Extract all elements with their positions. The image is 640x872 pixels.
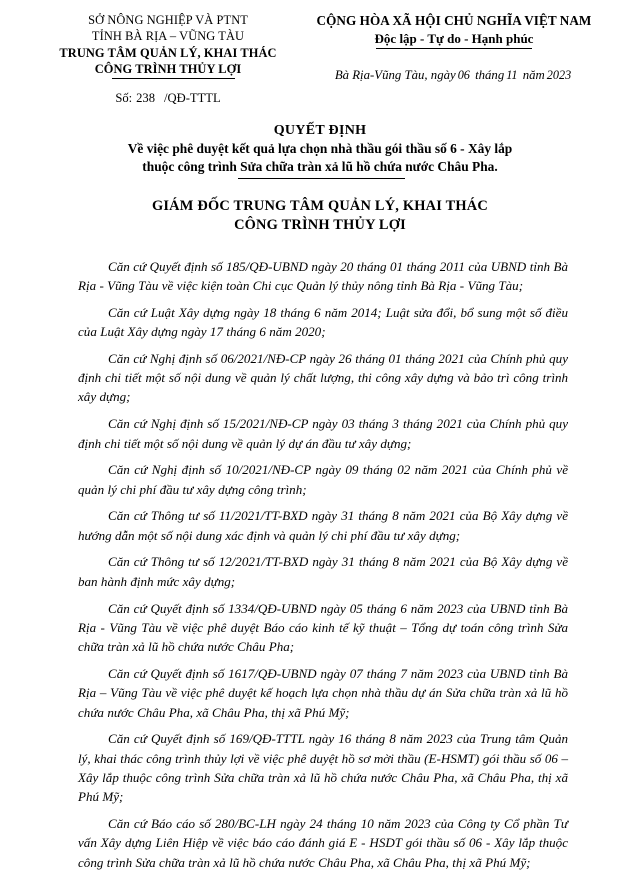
document-body (0, 257, 640, 872)
date-month: 11 (506, 68, 518, 82)
org-line-works-underline: CÔNG TRÌNH THỦY LỢI (94, 62, 242, 77)
org-line-works (34, 61, 302, 77)
legal-basis-clause: Căn cứ Thông tư số 11/2021/TT-BXD ngày 31 tháng 8 năm 2021 của Bộ Xây dựng về hướng dẫn một số nội dung xác định và quản lý chi phí đầu tư xây dựng; (78, 508, 568, 543)
decision-subject-line2: thuộc công trình Sửa chữa tràn xả lũ hồ chứa nước Châu Pha. (142, 158, 497, 177)
place-and-date (302, 67, 606, 84)
org-line-department: SỞ NÔNG NGHIỆP VÀ PTNT (88, 13, 248, 27)
org-line-province: TỈNH BÀ RỊA – VŨNG TÀU (91, 29, 245, 44)
document-number-label: Số: (115, 90, 133, 105)
national-heading-block (302, 12, 606, 84)
decision-keyword: QUYẾT ĐỊNH (273, 122, 367, 138)
issuing-authority-title (0, 197, 640, 236)
org-line-center: TRUNG TÂM QUẢN LÝ, KHAI THÁC (59, 45, 277, 60)
legal-basis-clause: Căn cứ Nghị định số 06/2021/NĐ-CP ngày 26 tháng 01 tháng 2021 của Chính phủ quy định chi tiết một số nội dung về quản lý chất lượng, thi công xây dựng và bảo trì công trình xây dựng; (78, 350, 568, 405)
document-number-suffix: /QĐ-TTTL (164, 90, 221, 105)
document-title-block (0, 121, 640, 177)
decision-subject-line1: Về việc phê duyệt kết quả lựa chọn nhà thầu gói thầu số 6 - Xây lắp (127, 140, 513, 156)
document-number-value: 238 (136, 90, 156, 105)
month-label: tháng (475, 68, 505, 82)
year-label: năm (522, 68, 545, 82)
issuer-line-2: CÔNG TRÌNH THỦY LỢI (234, 217, 406, 234)
national-motto: Độc lập - Tự do - Hạnh phúc (375, 30, 534, 49)
document-header (0, 0, 640, 107)
national-motto-wrap (302, 30, 606, 49)
legal-basis-clause: Căn cứ Thông tư số 12/2021/TT-BXD ngày 31 tháng 8 năm 2021 của Bộ Xây dựng về ban hành định mức xây dựng; (78, 554, 568, 589)
legal-basis-clause: Căn cứ Quyết định số 1617/QĐ-UBND ngày 07 tháng 7 năm 2023 của UBND tỉnh Bà Rịa – Vũng Tàu về việc phê duyệt kế hoạch lựa chọn nhà thầu dự án Sửa chữa tràn xả lũ hồ chứa nước Châu Pha, xã Châu Pha, thị xã Phú Mỹ; (78, 665, 568, 720)
legal-basis-clause: Căn cứ Nghị định số 15/2021/NĐ-CP ngày 03 tháng 3 tháng 2021 của Chính phủ quy định chi tiết một số nội dung về quản lý dự án đầu tư xây dựng; (78, 416, 568, 451)
legal-basis-clause: Căn cứ Nghị định số 10/2021/NĐ-CP ngày 09 tháng 02 năm 2021 của Chính phủ về quản lý chi phí đầu tư xây dựng công trình; (78, 462, 568, 497)
legal-basis-clause: Căn cứ Luật Xây dựng ngày 18 tháng 6 năm 2014; Luật sửa đổi, bổ sung một số điều của Luật Xây dựng ngày 17 tháng 6 năm 2020; (78, 304, 568, 340)
date-year: 2023 (546, 68, 572, 82)
date-day: 06 (457, 68, 470, 82)
place-name: Bà Rịa-Vũng Tàu, ngày (334, 68, 456, 82)
legal-basis-clause: Căn cứ Báo cáo số 280/BC-LH ngày 24 tháng 10 năm 2023 của Công ty Cổ phần Tư vấn Xây dựng Liên Hiệp về việc báo cáo đánh giá E - HSDT gói thầu số 06 - Xây lắp thuộc công trình Sửa chữa tràn xả lũ hồ chứa nước Châu Pha, xã Châu Pha, thị xã Phú Mỹ; (78, 816, 568, 870)
legal-basis-clause: Căn cứ Quyết định số 169/QĐ-TTTL ngày 16 tháng 8 năm 2023 của Trung tâm Quản lý, khai thác công trình thủy lợi về việc phê duyệt hồ sơ mời thầu (E-HSMT) gói thầu số 06 – Xây lắp thuộc công trình Sửa chữa tràn xả lũ hồ chứa nước Châu Pha, xã Châu Pha, thị xã Phú Mỹ; (78, 731, 568, 805)
legal-basis-clause: Căn cứ Quyết định số 185/QĐ-UBND ngày 20 tháng 01 tháng 2011 của UBND tỉnh Bà Rịa - Vũng Tàu về việc kiện toàn Chi cục Quản lý thủy nông tỉnh Bà Rịa - Vũng Tàu; (78, 258, 568, 293)
issuer-line-1: GIÁM ĐỐC TRUNG TÂM QUẢN LÝ, KHAI THÁC (151, 197, 488, 214)
issuing-organization-block (34, 12, 302, 107)
document-number (34, 90, 302, 107)
decision-subject (34, 140, 606, 177)
legal-basis-clause: Căn cứ Quyết định số 1334/QĐ-UBND ngày 05 tháng 6 năm 2023 của UBND tỉnh Bà Rịa - Vũng Tàu về việc phê duyệt Báo cáo kinh tế kỹ thuật – Tổng dự toán công trình Sửa chữa tràn xả lũ hồ chứa nước Châu Pha; (78, 600, 568, 655)
nation-name: CỘNG HÒA XÃ HỘI CHỦ NGHĨA VIỆT NAM (316, 13, 592, 28)
